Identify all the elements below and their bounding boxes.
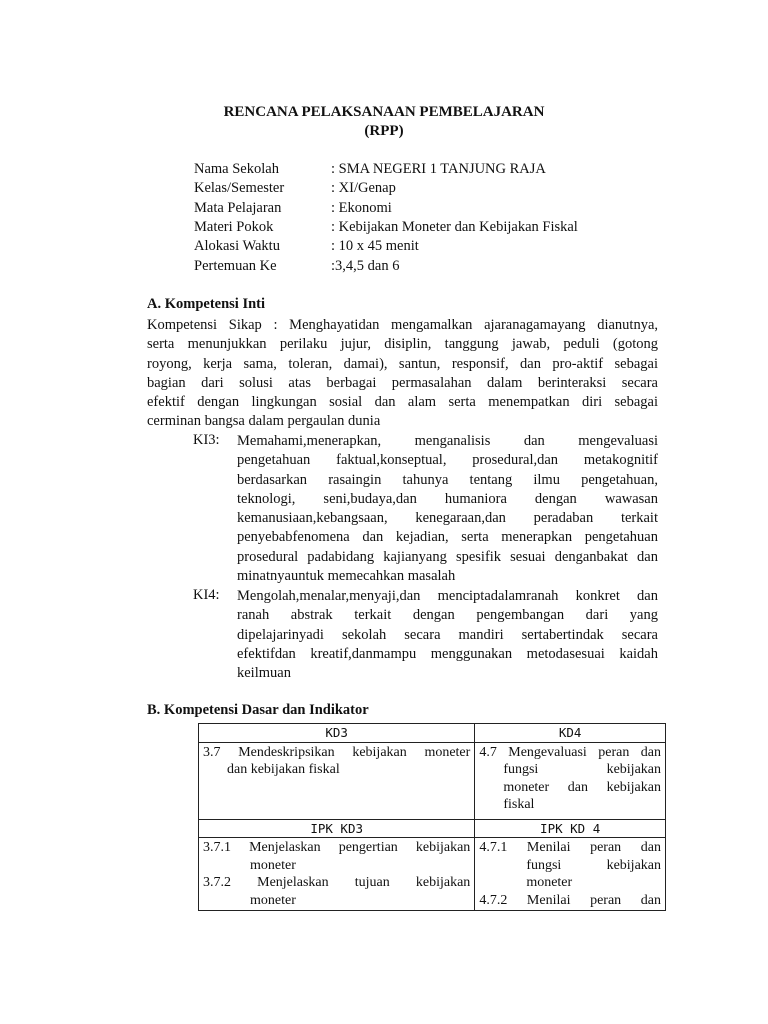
kd4-line: moneter dan kebijakan [503, 779, 661, 795]
ki4-label: KI4: [193, 587, 220, 603]
value-nama-sekolah: : SMA NEGERI 1 TANJUNG RAJA [331, 161, 546, 177]
ki3-line: prosedural padabidang kajianyang spesifik sesuai denganbakat dan [237, 548, 658, 565]
ipk3-line: moneter [250, 892, 296, 908]
ki3-line: minatnyauntuk memecahkan masalah [237, 568, 456, 585]
sikap-line: Kompetensi Sikap : Menghayatidan mengamalkan ajaranagamayang dianutnya, [147, 317, 658, 333]
ki4-text [237, 587, 658, 683]
ki4-line: dipelajarinyadi sekolah secara mandiri sertabertindak secara [237, 626, 658, 643]
kd4-line: 4.7 Mengevaluasi peran dan [479, 744, 661, 760]
kd4-cell [475, 742, 666, 819]
sikap-line: cerminan bangsa dalam pergaulan dunia [147, 413, 381, 430]
ipk4-line: 4.7.1 Menilai peran dan [479, 840, 661, 855]
value-pertemuan-ke: :3,4,5 dan 6 [331, 258, 400, 274]
value-kelas-semester: : XI/Genap [331, 180, 396, 196]
ipk4-line: fungsi kebijakan [526, 857, 661, 873]
ki3-line: kemanusiaan,kebangsaan, kenegaraan,dan peradaban terkait [237, 510, 658, 527]
sikap-line: efektif dengan lingkungan sosial dan alam serta menempatkan diri sebagai [147, 394, 658, 411]
section-b-heading: B. Kompetensi Dasar dan Indikator [147, 702, 369, 718]
kompetensi-sikap-paragraph [147, 316, 658, 432]
document-subtitle: (RPP) [364, 123, 404, 139]
ki4-line: efektifdan kreatif,danmampu menggunakan metodasesuai kaidah [237, 645, 658, 662]
value-mata-pelajaran: : Ekonomi [331, 200, 392, 216]
ipk-kd4-header: IPK KD 4 [475, 819, 666, 838]
kd4-line: fungsi kebijakan [503, 762, 661, 777]
label-kelas-semester: Kelas/Semester [194, 180, 285, 196]
label-nama-sekolah: Nama Sekolah [194, 161, 279, 177]
kd-table [198, 723, 666, 911]
ki3-line: teknologi, seni,budaya,dan humaniora dengan wawasan [237, 490, 658, 507]
table-row [199, 742, 666, 819]
sikap-line: royong, kerja sama, toleran, damai), santun, responsif, dan pro-aktif sebagai [147, 355, 658, 372]
ki3-line: berdasarkan rasaingin tahunya tentang ilmu pengetahuan, [237, 471, 658, 488]
kd3-line: dan kebijakan fiskal [227, 762, 340, 777]
section-a-heading: A. Kompetensi Inti [147, 296, 266, 312]
kd3-cell [199, 742, 475, 819]
document-title: RENCANA PELAKSANAAN PEMBELAJARAN [223, 104, 545, 120]
label-mata-pelajaran: Mata Pelajaran [194, 200, 282, 216]
ipk4-line: moneter [526, 875, 573, 890]
label-alokasi-waktu: Alokasi Waktu [194, 238, 280, 254]
ipk-kd3-cell [199, 838, 475, 911]
ki3-label: KI3: [193, 432, 220, 448]
ki4-line: ranah abstrak terkait dengan pengembangan dari yang [237, 607, 658, 624]
kd4-header: KD4 [475, 724, 666, 743]
table-row [199, 819, 666, 838]
sikap-line: serta menunjukkan perilaku jujur, disiplin, tanggung jawab, peduli (gotong [147, 336, 658, 353]
ipk3-line: 3.7.2 Menjelaskan tujuan kebijakan [203, 875, 471, 890]
table-row [199, 838, 666, 911]
table-row [199, 724, 666, 743]
ki3-line: pengetahuan faktual,konseptual, prosedural,dan metakognitif [237, 452, 658, 469]
ipk3-line: moneter [250, 857, 296, 873]
ki3-line: penyebabfenomena dan kejadian, serta menerapkan pengetahuan [237, 529, 658, 546]
ipk-kd4-cell [475, 838, 666, 911]
value-alokasi-waktu: : 10 x 45 menit [331, 238, 419, 254]
value-materi-pokok: : Kebijakan Moneter dan Kebijakan Fiskal [331, 219, 578, 235]
label-pertemuan-ke: Pertemuan Ke [194, 258, 277, 274]
ipk3-line: 3.7.1 Menjelaskan pengertian kebijakan [203, 840, 471, 855]
ipk4-line: 4.7.2 Menilai peran dan [479, 892, 661, 908]
ipk-kd3-header: IPK KD3 [199, 819, 475, 838]
ki3-line: Memahami,menerapkan, menganalisis dan mengevaluasi [237, 433, 658, 449]
kd3-line: 3.7 Mendeskripsikan kebijakan moneter [203, 744, 471, 760]
ki4-line: Mengolah,menalar,menyaji,dan menciptadalamranah konkret dan [237, 588, 658, 604]
kd4-line: fiskal [503, 797, 535, 812]
label-materi-pokok: Materi Pokok [194, 219, 274, 235]
kd3-header: KD3 [199, 724, 475, 743]
ki4-line: keilmuan [237, 665, 291, 682]
sikap-line: bagian dari solusi atas berbagai permasalahan dalam berinteraksi secara [147, 374, 658, 391]
ki3-text [237, 432, 658, 586]
